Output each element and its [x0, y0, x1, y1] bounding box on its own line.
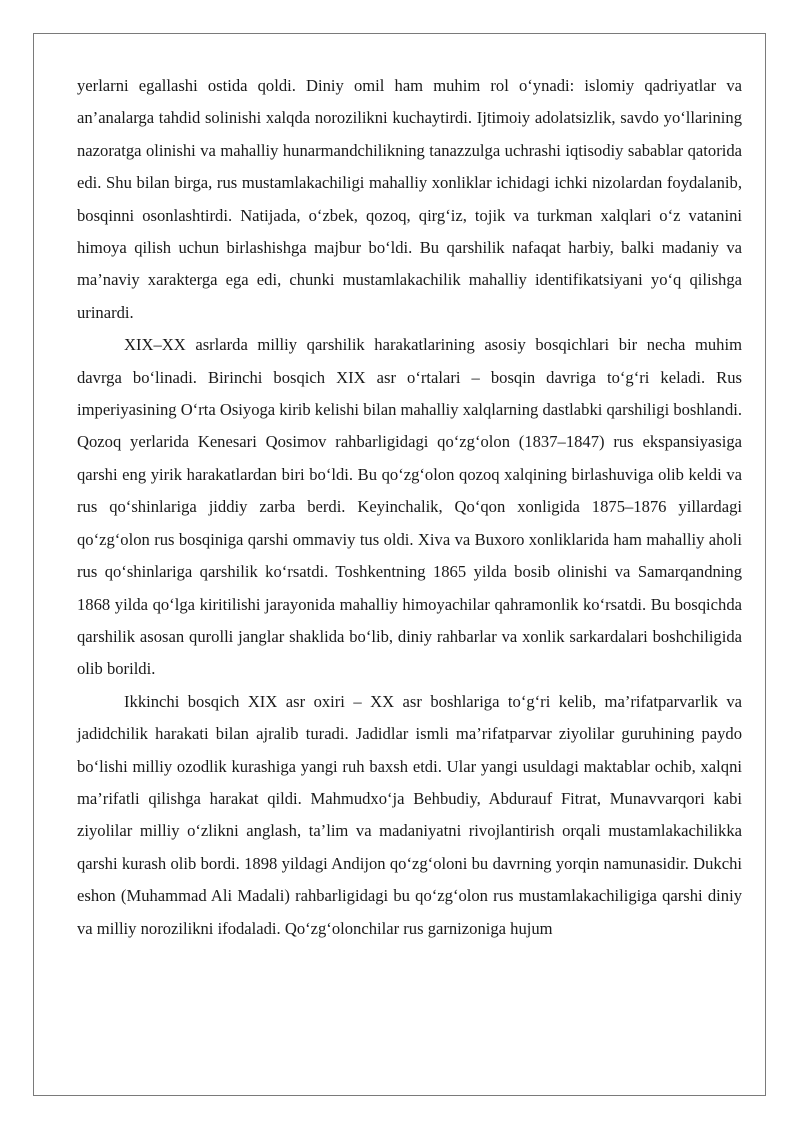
paragraph-2: XIX–XX asrlarda milliy qarshilik harakatlarining asosiy bosqichlari bir necha muhim davrga bo‘linadi. Birinchi bosqich XIX asr o‘rtalari – bosqin davriga to‘g‘ri keladi. Rus imperiyasining O‘rta Osiyoga kirib kelishi bilan mahalliy xalqlarning dastlabki qarshiligi boshlandi. Qozoq yerlarida Kenesari Qosimov rahbarligidagi qo‘zg‘olon (1837–1847) rus ekspansiyasiga qarshi eng yirik harakatlardan biri bo‘ldi. Bu qo‘zg‘olon qozoq xalqining birlashuviga olib keldi va rus qo‘shinlariga jiddiy zarba berdi. Keyinchalik, Qo‘qon xonligida 1875–1876 yillardagi qo‘zg‘olon rus bosqiniga qarshi ommaviy tus oldi. Xiva va Buxoro xonliklarida ham mahalliy aholi rus qo‘shinlariga qarshilik ko‘rsatdi. Toshkentning 1865 yilda bosib olinishi va Samarqandning 1868 yilda qo‘lga kiritilishi jarayonida mahalliy himoyachilar qahramonlik ko‘rsatdi. Bu bosqichda qarshilik asosan qurolli janglar shaklida bo‘lib, diniy rahbarlar va xonlik sarkardalari boshchiligida olib borildi.	[77, 335, 743, 679]
paragraph-3: Ikkinchi bosqich XIX asr oxiri – XX asr boshlariga to‘g‘ri kelib, ma’rifatparvarlik va jadidchilik harakati bilan ajralib turadi. Jadidlar ismli ma’rifatparvar ziyolilar guruhining paydo bo‘lishi milliy ozodlik kurashiga yangi ruh baxsh etdi. Ular yangi usuldagi maktablar ochib, xalqni ma’rifatli qilishga harakat qildi. Mahmudxo‘ja Behbudiy, Abdurauf Fitrat, Munavvarqori kabi ziyolilar milliy o‘zlikni anglash, ta’lim va madaniyatni rivojlantirish orqali mustamlakachilikka qarshi kurash olib bordi. 1898 yildagi Andijon qo‘zg‘oloni bu davrning yorqin namunasidir. Dukchi eshon (Muhammad Ali Madali) rahbarligidagi bu qo‘zg‘olon rus mustamlakachiligiga qarshi diniy va milliy norozilikni ifodaladi. Qo‘zg‘olonchilar rus garnizoniga hujum	[77, 691, 742, 938]
paragraph-1: yerlarni egallashi ostida qoldi. Diniy omil ham muhim rol o‘ynadi: islomiy qadriyatlar va an’analarga tahdid solinishi xalqda norozilikni kuchaytirdi. Ijtimoiy adolatsizlik, savdo yo‘llarining nazoratga olinishi va mahalliy hunarmandchilikning tanazzulga uchrashi iqtisodiy sabablar qatorida edi. Shu bilan birga, rus mustamlakachiligi mahalliy xonliklar ichidagi ichki nizolardan foydalanib, bosqinni osonlashtirdi. Natijada, o‘zbek, qozoq, qirg‘iz, tojik va turkman xalqlari o‘z vatanini himoya qilish uchun birlashishga majbur bo‘ldi. Bu qarshilik nafaqat harbiy, balki madaniy va ma’naviy xarakterga ega edi, chunki mustamlakachilik mahalliy identifikatsiyani yo‘q qilishga urinardi.	[77, 76, 742, 322]
document-body	[77, 70, 742, 945]
